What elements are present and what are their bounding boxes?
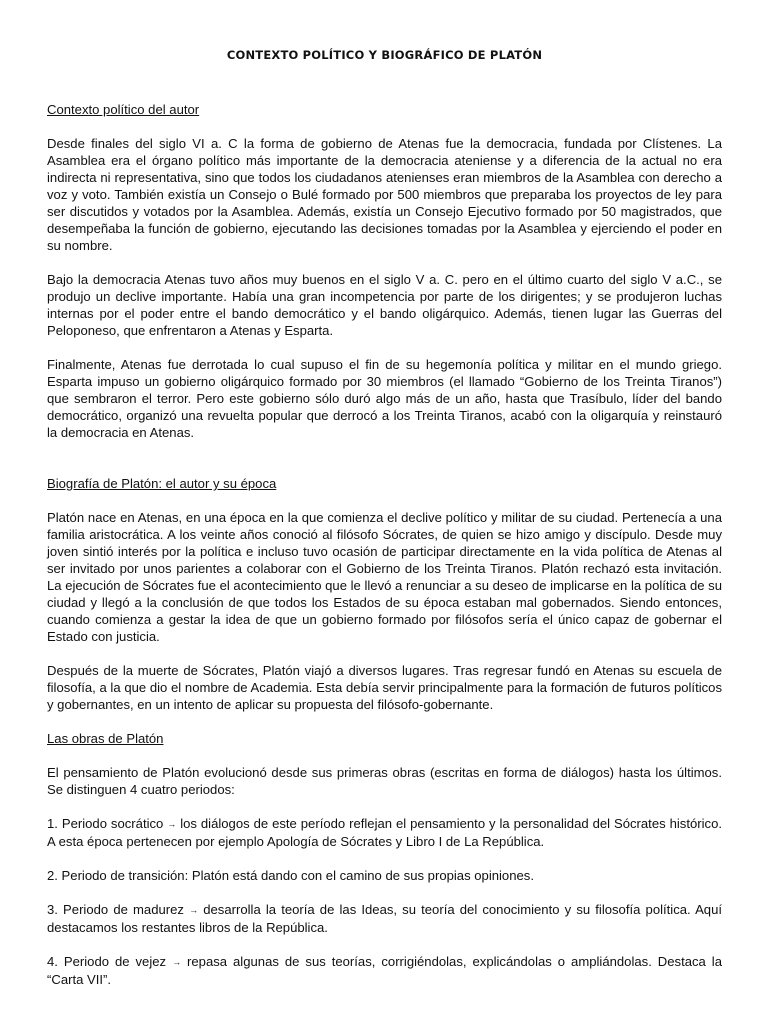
period-text: repasa algunas de sus teorías, corrigiéndolas, explicándolas o ampliándolas. Destaca la “Carta VII”. <box>47 954 722 987</box>
arrow-icon: → <box>189 905 199 915</box>
arrow-icon: → <box>172 957 182 967</box>
section-heading: Contexto político del autor <box>47 102 200 117</box>
period-text: los diálogos de este período reflejan el pensamiento y la personalidad del Sócrates histórico. A esta época pertenecen por ejemplo Apología de Sócrates y Libro I de La República. <box>47 816 722 849</box>
period-item <box>47 901 722 936</box>
paragraph: Finalmente, Atenas fue derrotada lo cual supuso el fin de su hegemonía política y militar en el mundo griego. Esparta impuso un gobierno oligárquico formado por 30 miembros (el llamado “Gobierno de los Treinta Tiranos”) que sembraron el terror. Pero este gobierno sólo duró algo más de un año, hasta que Trasíbulo, líder del bando democrático, organizó una revuelta popular que derrocó a los Treinta Tiranos, acabó con la oligarquía y reinstauró la democracia en Atenas. <box>47 357 722 440</box>
period-label: 4. Periodo de vejez <box>47 954 167 969</box>
section-heading: Las obras de Platón <box>47 731 164 746</box>
document-page <box>47 45 722 988</box>
period-text: desarrolla la teoría de las Ideas, su teoría del conocimiento y su filosofía política. Aquí destacamos los restantes libros de la República. <box>47 902 723 935</box>
period-label: 2. Periodo de transición: Platón está dando con el camino de sus propias opiniones. <box>47 868 534 883</box>
document-title: CONTEXTO POLÍTICO Y BIOGRÁFICO DE PLATÓN <box>226 48 543 62</box>
paragraph: Desde finales del siglo VI a. C la forma de gobierno de Atenas fue la democracia, fundada por Clístenes. La Asamblea era el órgano político más importante de la democracia ateniense y a diferencia de la actual no era indirecta ni representativa, sino que todos los ciudadanos atenienses eran miembros de la Asamblea con derecho a voz y voto. También existía un Consejo o Bulé formado por 500 miembros que preparaba los proyectos de ley para ser discutidos y votados por la Asamblea. Además, existía un Consejo Ejecutivo formado por 50 magistrados, que desempeñaba la función de gobierno, ejecutando las decisiones tomadas por la Asamblea y ejerciendo el poder en su nombre. <box>47 136 722 253</box>
period-item <box>47 953 722 988</box>
section-obras <box>47 730 722 988</box>
paragraph: Platón nace en Atenas, en una época en la que comienza el declive político y militar de su ciudad. Pertenecía a una familia aristocrática. A los veinte años conoció al filósofo Sócrates, de quien se hizo amigo y discípulo. Desde muy joven sintió interés por la política e incluso tuvo ocasión de participar directamente en la vida política de Atenas al ser invitado por unos parientes a colaborar con el Gobierno de los Treinta Tiranos. Platón rechazó esta invitación. La ejecución de Sócrates fue el acontecimiento que le llevó a renunciar a su deseo de implicarse en la política de su ciudad y llegó a la conclusión de que todos los Estados de su época estaban mal gobernados. Siendo entonces, cuando comienza a gestar la idea de que un gobierno formado por filósofos sería el único capaz de gobernar el Estado con justicia. <box>47 510 722 644</box>
paragraph: Bajo la democracia Atenas tuvo años muy buenos en el siglo V a. C. pero en el último cuarto del siglo V a.C., se produjo un declive importante. Había una gran incompetencia por parte de los dirigentes; y se produjeron luchas internas por el poder entre el bando democrático y el bando oligárquico. Además, tienen lugar las Guerras del Peloponeso, que enfrentaron a Atenas y Esparta. <box>47 272 722 338</box>
arrow-icon: → <box>167 819 177 829</box>
period-item <box>47 867 722 884</box>
section-heading: Biografía de Platón: el autor y su época <box>47 476 277 491</box>
period-label: 3. Periodo de madurez <box>47 902 184 917</box>
paragraph: El pensamiento de Platón evolucionó desde sus primeras obras (escritas en forma de diálogos) hasta los últimos. Se distinguen 4 cuatro periodos: <box>47 765 722 797</box>
section-biografia <box>47 475 722 713</box>
period-label: 1. Periodo socrático <box>47 816 164 831</box>
period-item <box>47 815 722 850</box>
section-contexto-politico <box>47 101 722 441</box>
paragraph: Después de la muerte de Sócrates, Platón viajó a diversos lugares. Tras regresar fundó en Atenas su escuela de filosofía, a la que dio el nombre de Academia. Esta debía servir principalmente para la formación de futuros políticos y gobernantes, en un intento de aplicar su propuesta del filósofo-gobernante. <box>47 663 722 712</box>
